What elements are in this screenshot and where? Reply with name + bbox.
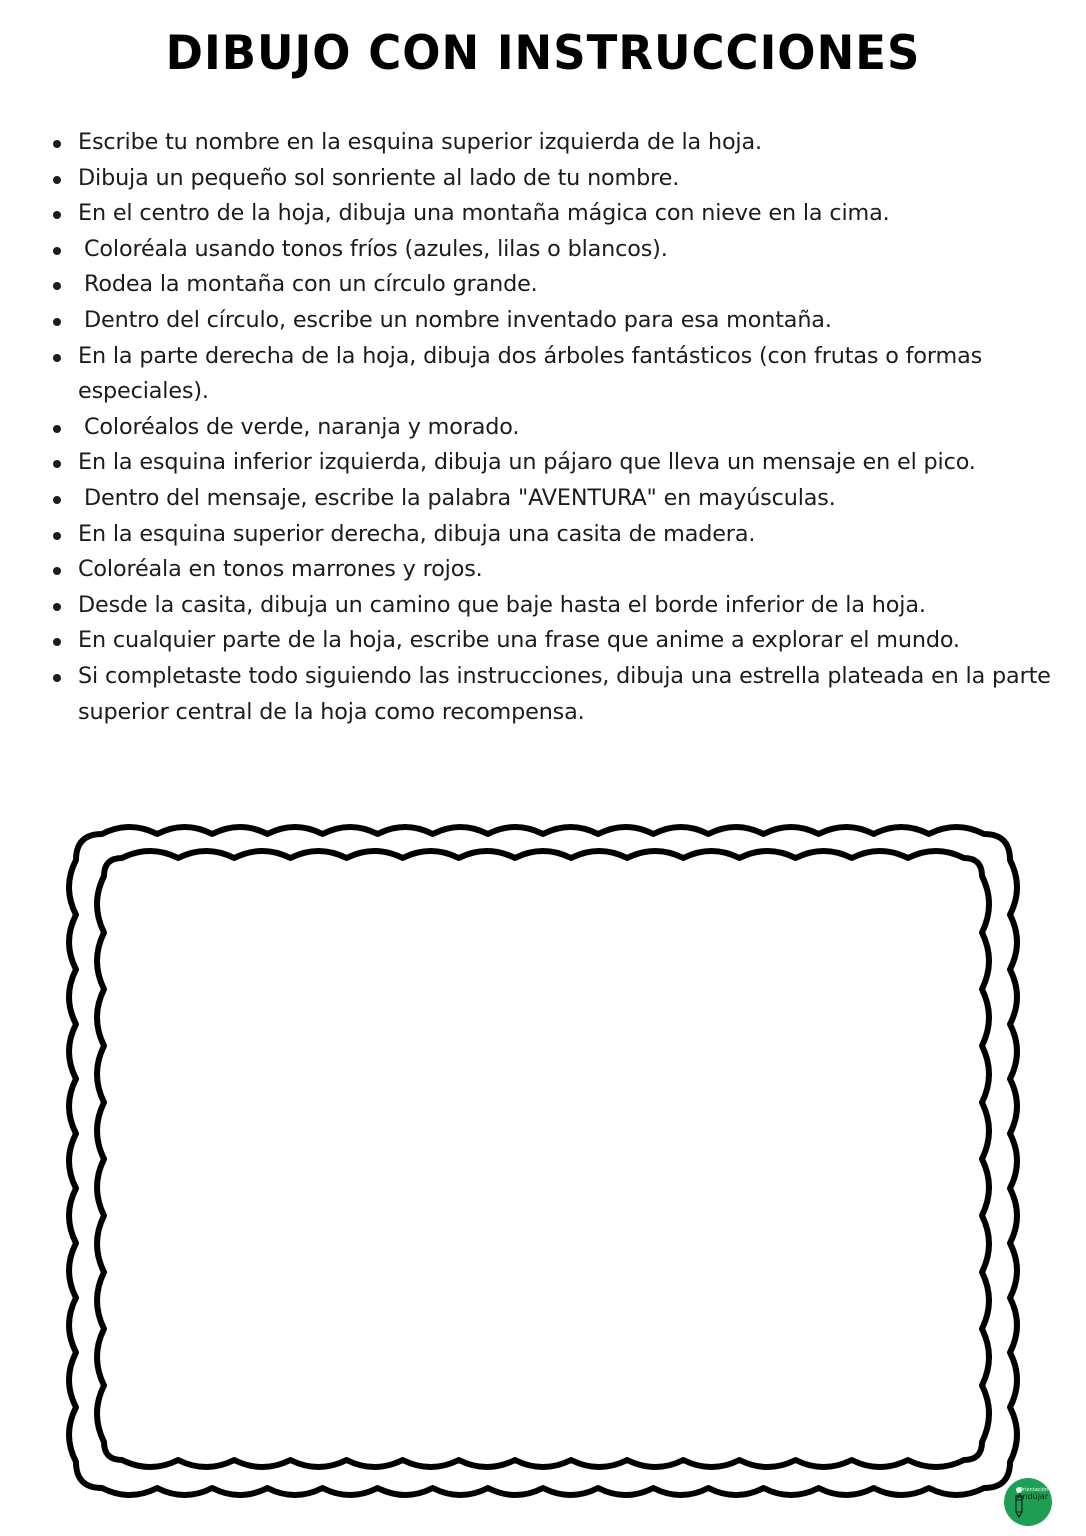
instruction-text: En cualquier parte de la hoja, escribe una frase que anime a explorar el mundo. — [78, 627, 960, 654]
logo-text-top: Orientación — [1019, 1487, 1049, 1493]
instruction-text: En la esquina inferior izquierda, dibuja un pájaro que lleva un mensaje en el pico. — [78, 449, 976, 476]
instruction-text: En la esquina superior derecha, dibuja una casita de madera. — [78, 520, 756, 547]
instruction-text: Coloréala usando tonos fríos (azules, lilas o blancos). — [84, 235, 668, 262]
instruction-text: En la parte derecha de la hoja, dibuja dos árboles fantásticos (con frutas o formas especiales). — [78, 342, 983, 405]
instruction-text: Dentro del círculo, escribe un nombre inventado para esa montaña. — [84, 306, 832, 333]
page-title: DIBUJO CON INSTRUCCIONES — [165, 24, 921, 81]
pencil-icon — [1004, 1478, 1052, 1526]
instruction-text: Coloréalos de verde, naranja y morado. — [84, 413, 520, 440]
logo-text-bottom: Andújar — [1017, 1492, 1049, 1501]
instruction-text: Escribe tu nombre en la esquina superior izquierda de la hoja. — [78, 129, 762, 155]
instruction-text: Dibuja un pequeño sol sonriente al lado de tu nombre. — [78, 164, 680, 191]
instruction-text: Si completaste todo siguiendo las instrucciones, dibuja una estrella plateada en la parte superior central de la hoja como recompensa. — [78, 662, 1051, 725]
instruction-text: En el centro de la hoja, dibuja una montaña mágica con nieve en la cima. — [78, 200, 890, 227]
instruction-text: Rodea la montaña con un círculo grande. — [84, 271, 538, 298]
logo-badge — [1004, 1478, 1052, 1526]
instruction-text: Dentro del mensaje, escribe la palabra "AVENTURA" en mayúsculas. — [84, 484, 836, 511]
instruction-text: Desde la casita, dibuja un camino que baje hasta el borde inferior de la hoja. — [78, 591, 926, 618]
instruction-text: Coloréala en tonos marrones y rojos. — [78, 556, 483, 583]
